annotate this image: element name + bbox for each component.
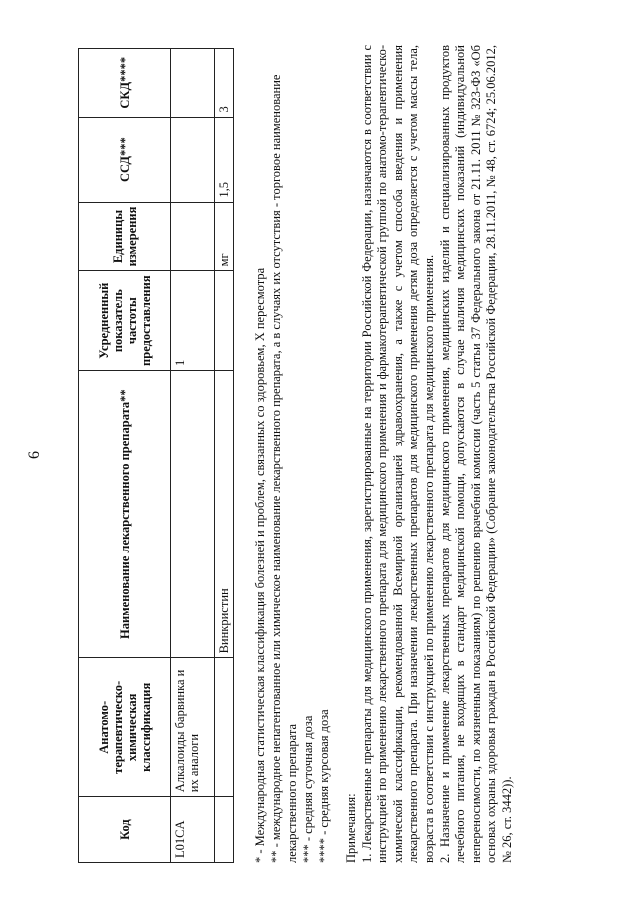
table-cell xyxy=(171,117,215,202)
footnote: *** - средняя суточная доза xyxy=(301,715,315,863)
header-ssd: ССД*** xyxy=(79,117,171,202)
table-cell: мг xyxy=(215,202,234,271)
table-cell: Алкалоиды барвинка и их аналоги xyxy=(171,658,215,797)
table-cell xyxy=(215,271,234,371)
table-cell: 1,5 xyxy=(215,117,234,202)
footnotes xyxy=(252,43,332,863)
table-row xyxy=(171,49,215,863)
note-item: 2. Назначение и применение лекарственных препаратов для медицинского применения, медицинских изделий и специализированных продуктов лечебного питания, не входящих в стандарт медицинской помощи, допускаются в случае наличия медицинских показаний (индивидуальной непереносимости, по жизненным показаниям) по решению врачебной комиссии (часть 5 статьи 37 Федерального закона от 21.11. 2011 № 323-ФЗ «Об основах охраны здоровья граждан в Российской Федерации» (Собрание законодательства Российской Федерации, 28.11.2011, № 48, ст. 6724; 25.06.2012, № 26, ст. 3442)). xyxy=(437,45,514,863)
table-cell xyxy=(171,49,215,118)
header-drug-name: Наименование лекарственного препарата** xyxy=(79,370,171,657)
footnote: * - Международная статистическая классификация болезней и проблем, связанных со здоровьем, X пересмотра xyxy=(253,267,267,863)
table-header-row xyxy=(79,49,171,863)
table-cell: Винкристин xyxy=(215,370,234,657)
header-code: Код xyxy=(79,797,171,863)
notes xyxy=(344,45,516,863)
table-cell xyxy=(171,202,215,271)
table-cell xyxy=(171,370,215,657)
table-row xyxy=(215,49,234,863)
header-atc: Анатомо-терапевтическо-химическая классификация xyxy=(79,658,171,797)
table-cell: 3 xyxy=(215,49,234,118)
page-number: 6 xyxy=(26,451,43,459)
table-cell: 1 xyxy=(171,271,215,371)
table-cell xyxy=(215,658,234,797)
header-skd: СКД**** xyxy=(79,49,171,118)
drug-table xyxy=(78,48,234,863)
note-item: 1. Лекарственные препараты для медицинского применения, зарегистрированные на территории Российской Федерации, назначаются в соответствии с инструкцией по применению лекарственного препарата для медицинского применения и фармакотерапевтической группой по анатомо-терапевтическо-химической классификации, рекомендованной Всемирной организацией здравоохранения, а также с учетом способа введения и применения лекарственного препарата. При назначении лекарственных препаратов для медицинского применения детям доза определяется с учетом массы тела, возраста в соответствии с инструкцией по применению лекарственного препарата для медицинского применения. xyxy=(359,45,436,863)
table-cell xyxy=(215,797,234,863)
footnote: **** - средняя курсовая доза xyxy=(317,709,331,863)
table-cell: L01CA xyxy=(171,797,215,863)
header-units: Единицы измерения xyxy=(79,202,171,271)
header-frequency: Усредненный показатель частоты предоставления xyxy=(79,271,171,371)
notes-title: Примечания: xyxy=(344,793,358,863)
footnote: ** - международное непатентованное или химическое наименование лекарственного препарата, а в случаях их отсутствия - торговое наименование лекарственного препарата xyxy=(269,74,299,863)
